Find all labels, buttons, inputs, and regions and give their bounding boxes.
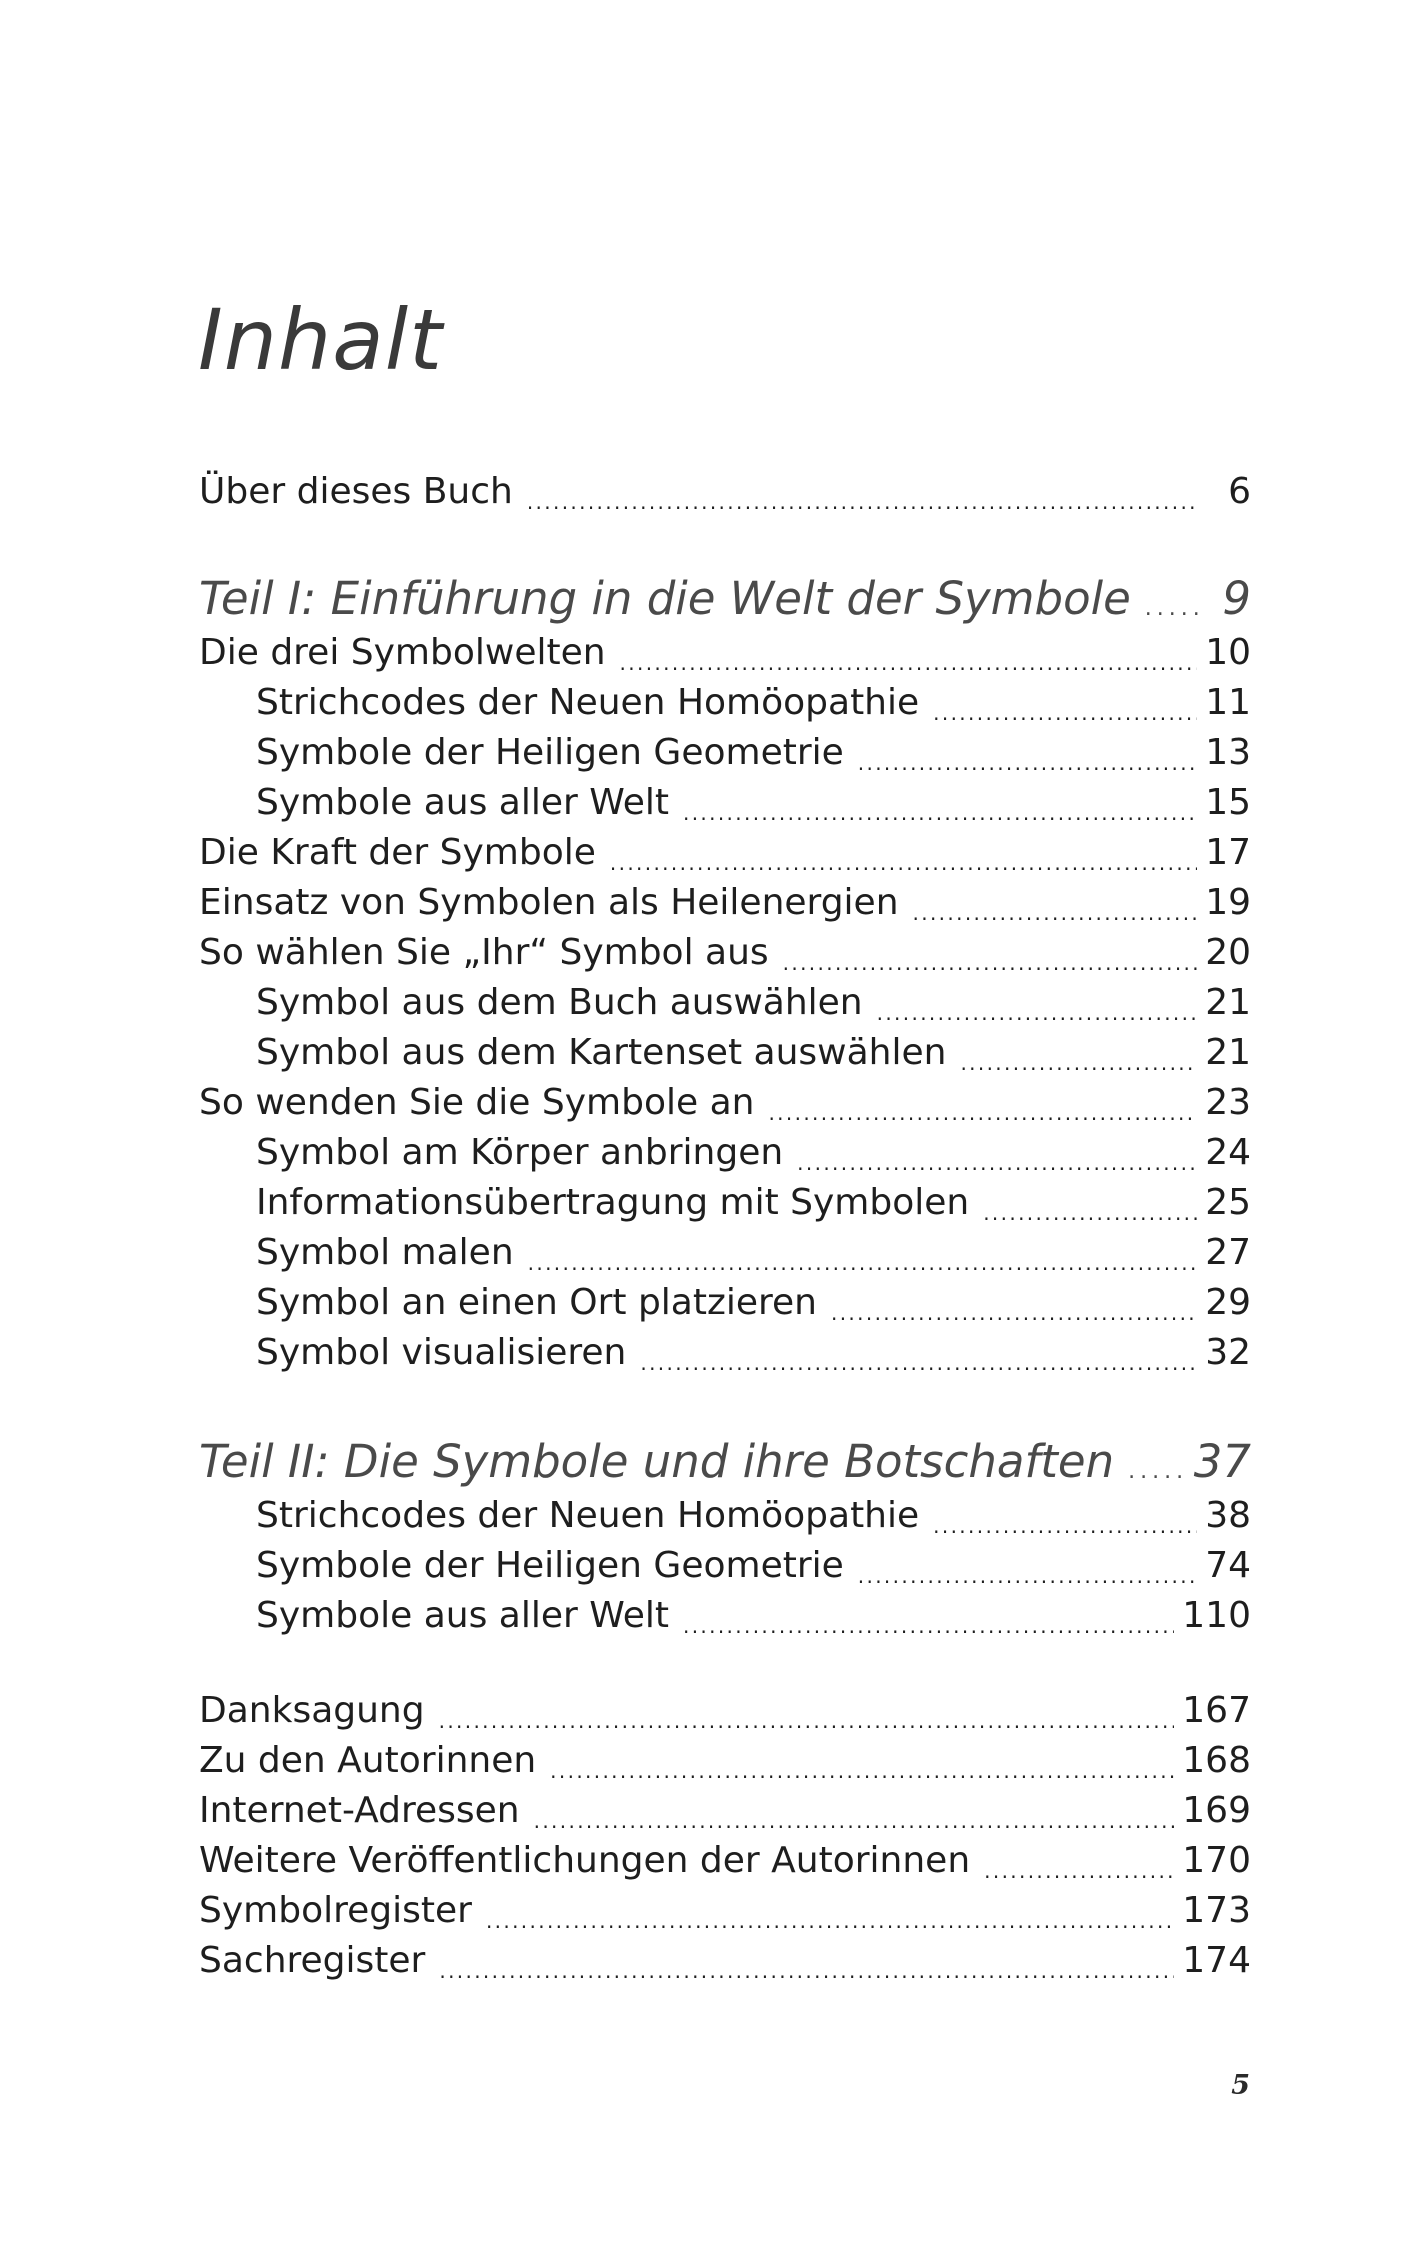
dot-leader — [933, 678, 1197, 728]
toc-entry-label: Danksagung — [199, 1690, 425, 1731]
toc-entry-page: 10 — [1205, 632, 1251, 673]
toc-part-label: Teil II: Die Symbole und ihre Botschaften — [199, 1435, 1115, 1488]
toc-entry-label: Symbol aus dem Buch auswählen — [256, 982, 863, 1023]
toc-entry-page: 32 — [1205, 1332, 1251, 1373]
toc-subentry[interactable] — [256, 1128, 1251, 1178]
toc-part-page: 9 — [1222, 572, 1251, 625]
toc-entry-page: 17 — [1205, 832, 1251, 873]
toc-entry[interactable] — [199, 467, 1251, 517]
toc-entry-label: Strichcodes der Neuen Homöopathie — [256, 1495, 920, 1536]
dot-leader — [527, 467, 1199, 517]
toc-subentry[interactable] — [256, 728, 1251, 778]
dot-leader — [640, 1328, 1197, 1378]
toc-entry[interactable] — [199, 1736, 1251, 1786]
dot-leader — [1128, 1431, 1186, 1493]
toc-entry-page: 24 — [1205, 1132, 1251, 1173]
toc-entry-page: 15 — [1205, 782, 1251, 823]
toc-entry-label: Symbol am Körper anbringen — [256, 1132, 784, 1173]
toc-entry-page: 74 — [1205, 1545, 1251, 1586]
page-number: 5 — [1231, 2070, 1250, 2101]
toc-entry-page: 169 — [1182, 1790, 1251, 1831]
toc-entry-label: Symbol aus dem Kartenset auswählen — [256, 1032, 947, 1073]
toc-entry-page: 29 — [1205, 1282, 1251, 1323]
toc-entry-label: Die Kraft der Symbole — [199, 832, 596, 873]
toc-subentry[interactable] — [256, 1491, 1251, 1541]
dot-leader — [831, 1278, 1197, 1328]
toc-entry[interactable] — [199, 1686, 1251, 1736]
toc-entry-page: 19 — [1205, 882, 1251, 923]
dot-leader — [933, 1491, 1197, 1541]
toc-subentry[interactable] — [256, 1028, 1251, 1078]
toc-entry[interactable] — [199, 878, 1251, 928]
toc-entry[interactable] — [199, 1886, 1251, 1936]
toc-entry-label: Strichcodes der Neuen Homöopathie — [256, 682, 920, 723]
toc-entry-page: 170 — [1182, 1840, 1251, 1881]
toc-entry-label: Symbole aus aller Welt — [256, 782, 669, 823]
toc-entry-page: 21 — [1205, 1032, 1251, 1073]
toc-entry-page: 25 — [1205, 1182, 1251, 1223]
toc-subentry[interactable] — [256, 978, 1251, 1028]
toc-subentry[interactable] — [256, 678, 1251, 728]
toc-part-heading[interactable] — [199, 568, 1251, 630]
toc-entry-label: Symbole der Heiligen Geometrie — [256, 732, 844, 773]
table-of-contents — [199, 0, 1251, 2244]
toc-entry-page: 13 — [1205, 732, 1251, 773]
dot-leader — [550, 1736, 1174, 1786]
toc-entry-label: Symbole aus aller Welt — [256, 1595, 669, 1636]
toc-entry-page: 168 — [1182, 1740, 1251, 1781]
toc-subentry[interactable] — [256, 1178, 1251, 1228]
toc-entry[interactable] — [199, 1936, 1251, 1986]
toc-subentry[interactable] — [256, 1328, 1251, 1378]
dot-leader — [610, 828, 1197, 878]
toc-entry-label: Die drei Symbolwelten — [199, 632, 606, 673]
toc-subentry[interactable] — [256, 1591, 1251, 1641]
toc-entry-label: Einsatz von Symbolen als Heilenergien — [199, 882, 899, 923]
dot-leader — [877, 978, 1198, 1028]
toc-entry-label: Symbol an einen Ort platzieren — [256, 1282, 817, 1323]
toc-entry[interactable] — [199, 628, 1251, 678]
dot-leader — [439, 1686, 1175, 1736]
toc-entry[interactable] — [199, 1836, 1251, 1886]
toc-entry[interactable] — [199, 828, 1251, 878]
toc-part-heading[interactable] — [199, 1431, 1251, 1493]
dot-leader — [620, 628, 1198, 678]
toc-entry-label: Symbol malen — [256, 1232, 514, 1273]
dot-leader — [683, 1591, 1174, 1641]
toc-entry-page: 27 — [1205, 1232, 1251, 1273]
toc-subentry[interactable] — [256, 1228, 1251, 1278]
toc-subentry[interactable] — [256, 1541, 1251, 1591]
toc-entry-page: 11 — [1205, 682, 1251, 723]
dot-leader — [960, 1028, 1197, 1078]
toc-part-label: Teil I: Einführung in die Welt der Symbole — [199, 572, 1131, 625]
toc-entry-page: 173 — [1182, 1890, 1251, 1931]
toc-entry-label: Symbolregister — [199, 1890, 472, 1931]
toc-subentry[interactable] — [256, 778, 1251, 828]
toc-entry-label: So wenden Sie die Symbole an — [199, 1082, 755, 1123]
dot-leader — [528, 1228, 1198, 1278]
toc-entry-page: 38 — [1205, 1495, 1251, 1536]
toc-entry-page: 167 — [1182, 1690, 1251, 1731]
toc-part-page: 37 — [1193, 1435, 1251, 1488]
dot-leader — [534, 1786, 1175, 1836]
toc-entry-label: Internet-Adressen — [199, 1790, 520, 1831]
toc-entry-page: 6 — [1228, 471, 1251, 512]
toc-entry-page: 23 — [1205, 1082, 1251, 1123]
dot-leader — [858, 728, 1197, 778]
toc-entry-label: Sachregister — [199, 1940, 426, 1981]
dot-leader — [783, 928, 1198, 978]
toc-entry-label: Weitere Veröffentlichungen der Autorinnen — [199, 1840, 971, 1881]
dot-leader — [683, 778, 1197, 828]
toc-entry-label: Symbol visualisieren — [256, 1332, 627, 1373]
toc-entry-label: Symbole der Heiligen Geometrie — [256, 1545, 844, 1586]
toc-entry-page: 20 — [1205, 932, 1251, 973]
dot-leader — [768, 1078, 1197, 1128]
dot-leader — [439, 1936, 1174, 1986]
dot-leader — [984, 1836, 1174, 1886]
toc-entry[interactable] — [199, 1078, 1251, 1128]
toc-entry-page: 21 — [1205, 982, 1251, 1023]
toc-subentry[interactable] — [256, 1278, 1251, 1328]
toc-entry-label: So wählen Sie „Ihr“ Symbol aus — [199, 932, 769, 973]
toc-entry[interactable] — [199, 928, 1251, 978]
page-title: Inhalt — [198, 291, 443, 389]
dot-leader — [486, 1886, 1174, 1936]
toc-entry-page: 174 — [1182, 1940, 1251, 1981]
dot-leader — [797, 1128, 1197, 1178]
toc-entry-label: Über dieses Buch — [199, 471, 513, 512]
dot-leader — [858, 1541, 1197, 1591]
toc-entry-page: 110 — [1182, 1595, 1251, 1636]
dot-leader — [1145, 568, 1203, 630]
toc-entry-label: Informationsübertragung mit Symbolen — [256, 1182, 970, 1223]
dot-leader — [983, 1178, 1197, 1228]
toc-entry[interactable] — [199, 1786, 1251, 1836]
toc-entry-label: Zu den Autorinnen — [199, 1740, 537, 1781]
dot-leader — [913, 878, 1198, 928]
